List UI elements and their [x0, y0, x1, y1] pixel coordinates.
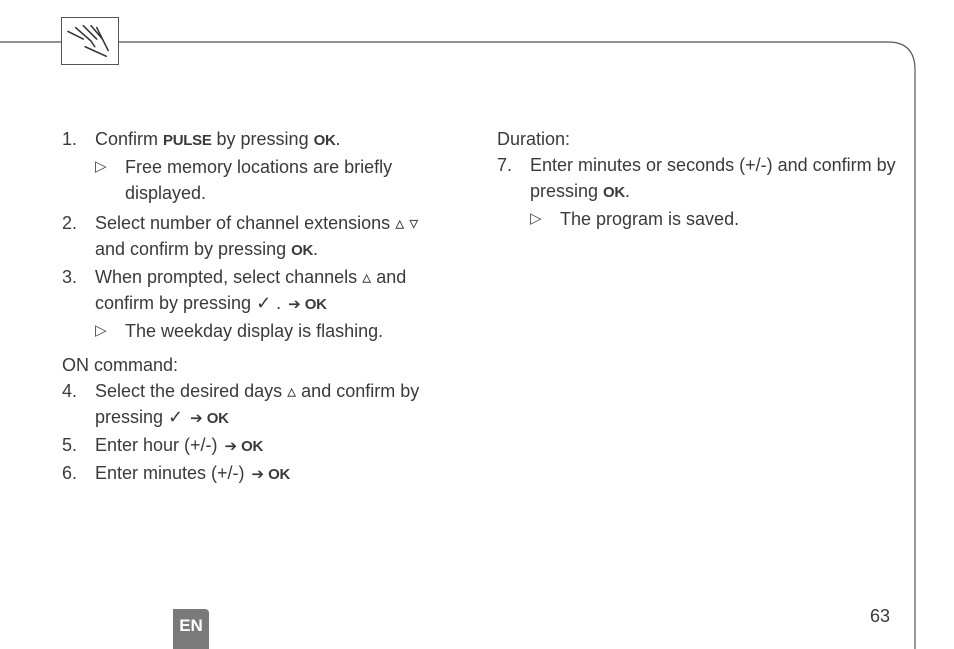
step-5: 5. Enter hour (+/-) ➔ OK	[62, 432, 452, 460]
ok-key-label: OK	[313, 132, 336, 149]
step-3-result: ▷ The weekday display is flashing.	[62, 318, 452, 344]
right-arrow-icon: ➔	[190, 410, 203, 427]
right-column	[497, 126, 897, 232]
ok-key-label: OK	[603, 184, 625, 201]
pulse-key-label: PULSE	[163, 132, 212, 149]
step-4: 4. Select the desired days ▵ and confirm by pressing ✓ ➔ OK	[62, 378, 452, 432]
step-text: Confirm PULSE by pressing OK.	[95, 129, 341, 149]
up-arrow-icon: ▵	[362, 267, 372, 287]
left-column	[62, 126, 452, 488]
right-arrow-icon: ➔	[288, 296, 301, 313]
step-number: 1.	[62, 129, 78, 149]
on-command-heading: ON command:	[62, 355, 179, 375]
step-text: Select the desired days ▵ and confirm by pressing ✓ ➔ OK	[95, 378, 452, 432]
right-arrow-icon: ➔	[251, 466, 265, 483]
language-tab: EN	[173, 609, 209, 649]
check-icon: ✓	[256, 293, 272, 313]
result-triangle-icon: ▷	[95, 158, 107, 175]
step-6: 6. Enter minutes (+/-) ➔ OK	[62, 460, 452, 488]
result-triangle-icon: ▷	[530, 210, 542, 227]
manual-operation-icon	[61, 17, 119, 65]
check-icon: ✓	[168, 407, 184, 427]
step-text: When prompted, select channels ▵ and confirm by pressing ✓ . ➔ OK	[95, 264, 452, 318]
step-1	[62, 126, 452, 154]
right-arrow-icon: ➔	[224, 438, 238, 455]
duration-heading: Duration:	[497, 129, 571, 149]
step-text: Enter minutes or seconds (+/-) and confirm by pressing OK.	[530, 155, 896, 201]
up-arrow-icon: ▵	[395, 213, 405, 233]
down-arrow-icon: ▿	[409, 213, 419, 233]
step-7: 7. Enter minutes or seconds (+/-) and confirm by pressing OK.	[497, 152, 897, 206]
step-text: Enter hour (+/-) ➔ OK	[95, 435, 264, 455]
result-triangle-icon: ▷	[95, 322, 107, 339]
step-text: Select number of channel extensions ▵ ▿ and confirm by pressing OK.	[95, 210, 452, 264]
step-7-result: ▷ The program is saved.	[497, 206, 897, 232]
ok-key-label: OK	[206, 410, 229, 427]
up-arrow-icon: ▵	[287, 381, 297, 401]
ok-key-label: OK	[304, 296, 327, 313]
step-3: 3. When prompted, select channels ▵ and confirm by pressing ✓ . ➔ OK	[62, 264, 452, 318]
step-1-result: ▷ Free memory locations are briefly displayed.	[62, 154, 452, 206]
ok-key-label: OK	[268, 466, 291, 483]
page-number: 63	[870, 606, 891, 626]
ok-key-label: OK	[291, 242, 313, 259]
hand-icon	[62, 18, 118, 64]
step-2: 2. Select number of channel extensions ▵ ▿ and confirm by pressing OK.	[62, 210, 452, 264]
step-text: Enter minutes (+/-) ➔ OK	[95, 463, 291, 483]
ok-key-label: OK	[241, 438, 264, 455]
